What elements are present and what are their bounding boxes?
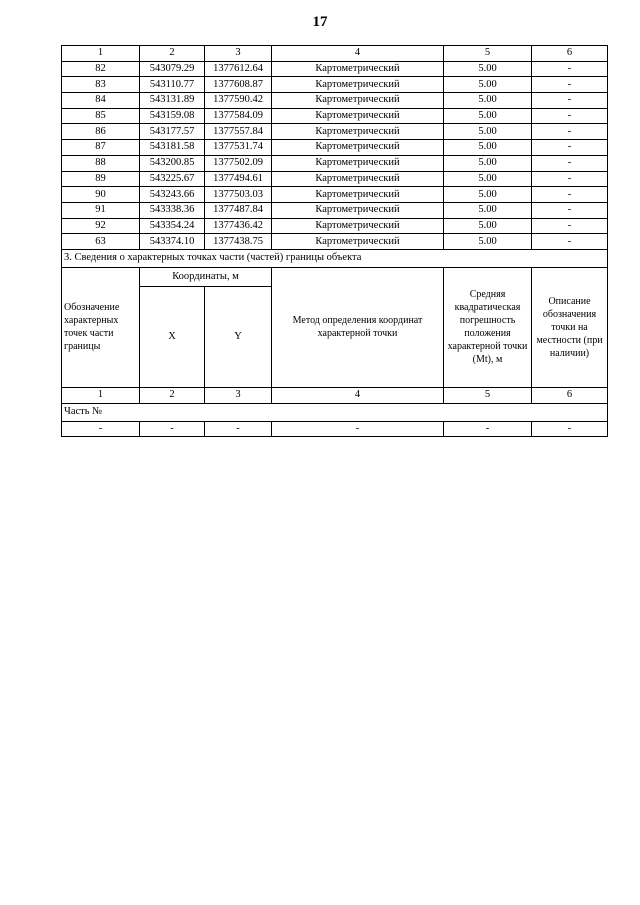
description-cell: - bbox=[532, 61, 608, 77]
coordinate-y: 1377494.61 bbox=[205, 171, 272, 187]
header-point-designation: Обозначение характерных точек части границы bbox=[64, 302, 120, 353]
coordinate-y: 1377503.03 bbox=[205, 187, 272, 203]
description-cell: - bbox=[532, 124, 608, 140]
description-cell: - bbox=[532, 155, 608, 171]
point-number: 82 bbox=[62, 61, 140, 77]
error-cell: 5.00 bbox=[444, 234, 532, 250]
column-number: 6 bbox=[532, 46, 608, 62]
coordinate-x: 543079.29 bbox=[140, 61, 205, 77]
table-row bbox=[62, 77, 608, 93]
header-description: Описание обозначения точки на местности (при наличии) bbox=[532, 267, 608, 387]
error-cell: 5.00 bbox=[444, 61, 532, 77]
method-cell: Картометрический bbox=[272, 155, 444, 171]
error-cell: 5.00 bbox=[444, 187, 532, 203]
table-row bbox=[62, 140, 608, 156]
part-label: Часть № bbox=[62, 403, 608, 421]
error-cell: 5.00 bbox=[444, 218, 532, 234]
method-cell: Картометрический bbox=[272, 187, 444, 203]
coordinate-y: 1377612.64 bbox=[205, 61, 272, 77]
coordinate-x: 543110.77 bbox=[140, 77, 205, 93]
coordinate-y: 1377531.74 bbox=[205, 140, 272, 156]
column-number: 5 bbox=[444, 387, 532, 403]
table-row bbox=[62, 124, 608, 140]
coordinate-y: 1377502.09 bbox=[205, 155, 272, 171]
empty-cell: - bbox=[140, 421, 205, 437]
column-number: 2 bbox=[140, 387, 205, 403]
method-cell: Картометрический bbox=[272, 108, 444, 124]
header-method: Метод определения координат характерной точки bbox=[272, 267, 444, 387]
empty-cell: - bbox=[272, 421, 444, 437]
table-row bbox=[62, 234, 608, 250]
description-cell: - bbox=[532, 93, 608, 109]
coordinate-x: 543338.36 bbox=[140, 202, 205, 218]
table-row bbox=[62, 61, 608, 77]
header-y: Y bbox=[205, 286, 272, 387]
point-number: 91 bbox=[62, 202, 140, 218]
point-number: 88 bbox=[62, 155, 140, 171]
section-3-title-row bbox=[62, 249, 608, 267]
coordinate-y: 1377557.84 bbox=[205, 124, 272, 140]
coordinate-x: 543177.57 bbox=[140, 124, 205, 140]
coordinate-y: 1377436.42 bbox=[205, 218, 272, 234]
method-cell: Картометрический bbox=[272, 234, 444, 250]
column-number: 1 bbox=[62, 387, 140, 403]
coordinate-y: 1377584.09 bbox=[205, 108, 272, 124]
coordinate-x: 543374.10 bbox=[140, 234, 205, 250]
header-x: X bbox=[140, 286, 205, 387]
coordinate-x: 543181.58 bbox=[140, 140, 205, 156]
page-number: 17 bbox=[312, 14, 328, 30]
error-cell: 5.00 bbox=[444, 140, 532, 156]
description-cell: - bbox=[532, 171, 608, 187]
table-row bbox=[62, 93, 608, 109]
method-cell: Картометрический bbox=[272, 202, 444, 218]
method-cell: Картометрический bbox=[272, 218, 444, 234]
empty-cell: - bbox=[205, 421, 272, 437]
empty-part-row bbox=[62, 421, 608, 437]
coordinate-y: 1377608.87 bbox=[205, 77, 272, 93]
empty-cell: - bbox=[444, 421, 532, 437]
header-error: Средняя квадратическая погрешность положения характерной точки (Mt), м bbox=[444, 267, 532, 387]
error-cell: 5.00 bbox=[444, 171, 532, 187]
description-cell: - bbox=[532, 234, 608, 250]
coordinate-x: 543225.67 bbox=[140, 171, 205, 187]
part-label-row bbox=[62, 403, 608, 421]
description-cell: - bbox=[532, 108, 608, 124]
coordinate-x: 543159.08 bbox=[140, 108, 205, 124]
point-number: 63 bbox=[62, 234, 140, 250]
point-number: 92 bbox=[62, 218, 140, 234]
coordinate-x: 543354.24 bbox=[140, 218, 205, 234]
section-3-header-row-1 bbox=[62, 267, 608, 286]
point-number: 84 bbox=[62, 93, 140, 109]
error-cell: 5.00 bbox=[444, 124, 532, 140]
description-cell: - bbox=[532, 218, 608, 234]
table-row bbox=[62, 218, 608, 234]
description-cell: - bbox=[532, 187, 608, 203]
point-number: 85 bbox=[62, 108, 140, 124]
table-row bbox=[62, 187, 608, 203]
column-number: 1 bbox=[62, 46, 140, 62]
column-number: 4 bbox=[272, 46, 444, 62]
coordinate-x: 543131.89 bbox=[140, 93, 205, 109]
empty-cell: - bbox=[532, 421, 608, 437]
method-cell: Картометрический bbox=[272, 140, 444, 156]
column-number: 6 bbox=[532, 387, 608, 403]
column-number: 4 bbox=[272, 387, 444, 403]
empty-cell: - bbox=[62, 421, 140, 437]
point-number: 86 bbox=[62, 124, 140, 140]
table-row bbox=[62, 155, 608, 171]
error-cell: 5.00 bbox=[444, 77, 532, 93]
method-cell: Картометрический bbox=[272, 93, 444, 109]
column-number: 2 bbox=[140, 46, 205, 62]
header-coordinates: Координаты, м bbox=[140, 267, 272, 286]
description-cell: - bbox=[532, 140, 608, 156]
error-cell: 5.00 bbox=[444, 108, 532, 124]
description-cell: - bbox=[532, 202, 608, 218]
column-number: 5 bbox=[444, 46, 532, 62]
column-number: 3 bbox=[205, 46, 272, 62]
table-row bbox=[62, 108, 608, 124]
section-3-title: 3. Сведения о характерных точках части (частей) границы объекта bbox=[62, 249, 608, 267]
method-cell: Картометрический bbox=[272, 61, 444, 77]
point-number: 90 bbox=[62, 187, 140, 203]
coordinate-y: 1377487.84 bbox=[205, 202, 272, 218]
error-cell: 5.00 bbox=[444, 93, 532, 109]
coordinate-x: 543243.66 bbox=[140, 187, 205, 203]
method-cell: Картометрический bbox=[272, 77, 444, 93]
description-cell: - bbox=[532, 77, 608, 93]
column-number: 3 bbox=[205, 387, 272, 403]
coordinate-x: 543200.85 bbox=[140, 155, 205, 171]
table-row bbox=[62, 171, 608, 187]
method-cell: Картометрический bbox=[272, 124, 444, 140]
point-number: 83 bbox=[62, 77, 140, 93]
column-number-row bbox=[62, 46, 608, 62]
coordinates-table bbox=[61, 45, 608, 437]
point-number: 87 bbox=[62, 140, 140, 156]
coordinate-y: 1377438.75 bbox=[205, 234, 272, 250]
method-cell: Картометрический bbox=[272, 171, 444, 187]
error-cell: 5.00 bbox=[444, 202, 532, 218]
coordinate-y: 1377590.42 bbox=[205, 93, 272, 109]
point-number: 89 bbox=[62, 171, 140, 187]
section-3-column-number-row bbox=[62, 387, 608, 403]
error-cell: 5.00 bbox=[444, 155, 532, 171]
table-row bbox=[62, 202, 608, 218]
